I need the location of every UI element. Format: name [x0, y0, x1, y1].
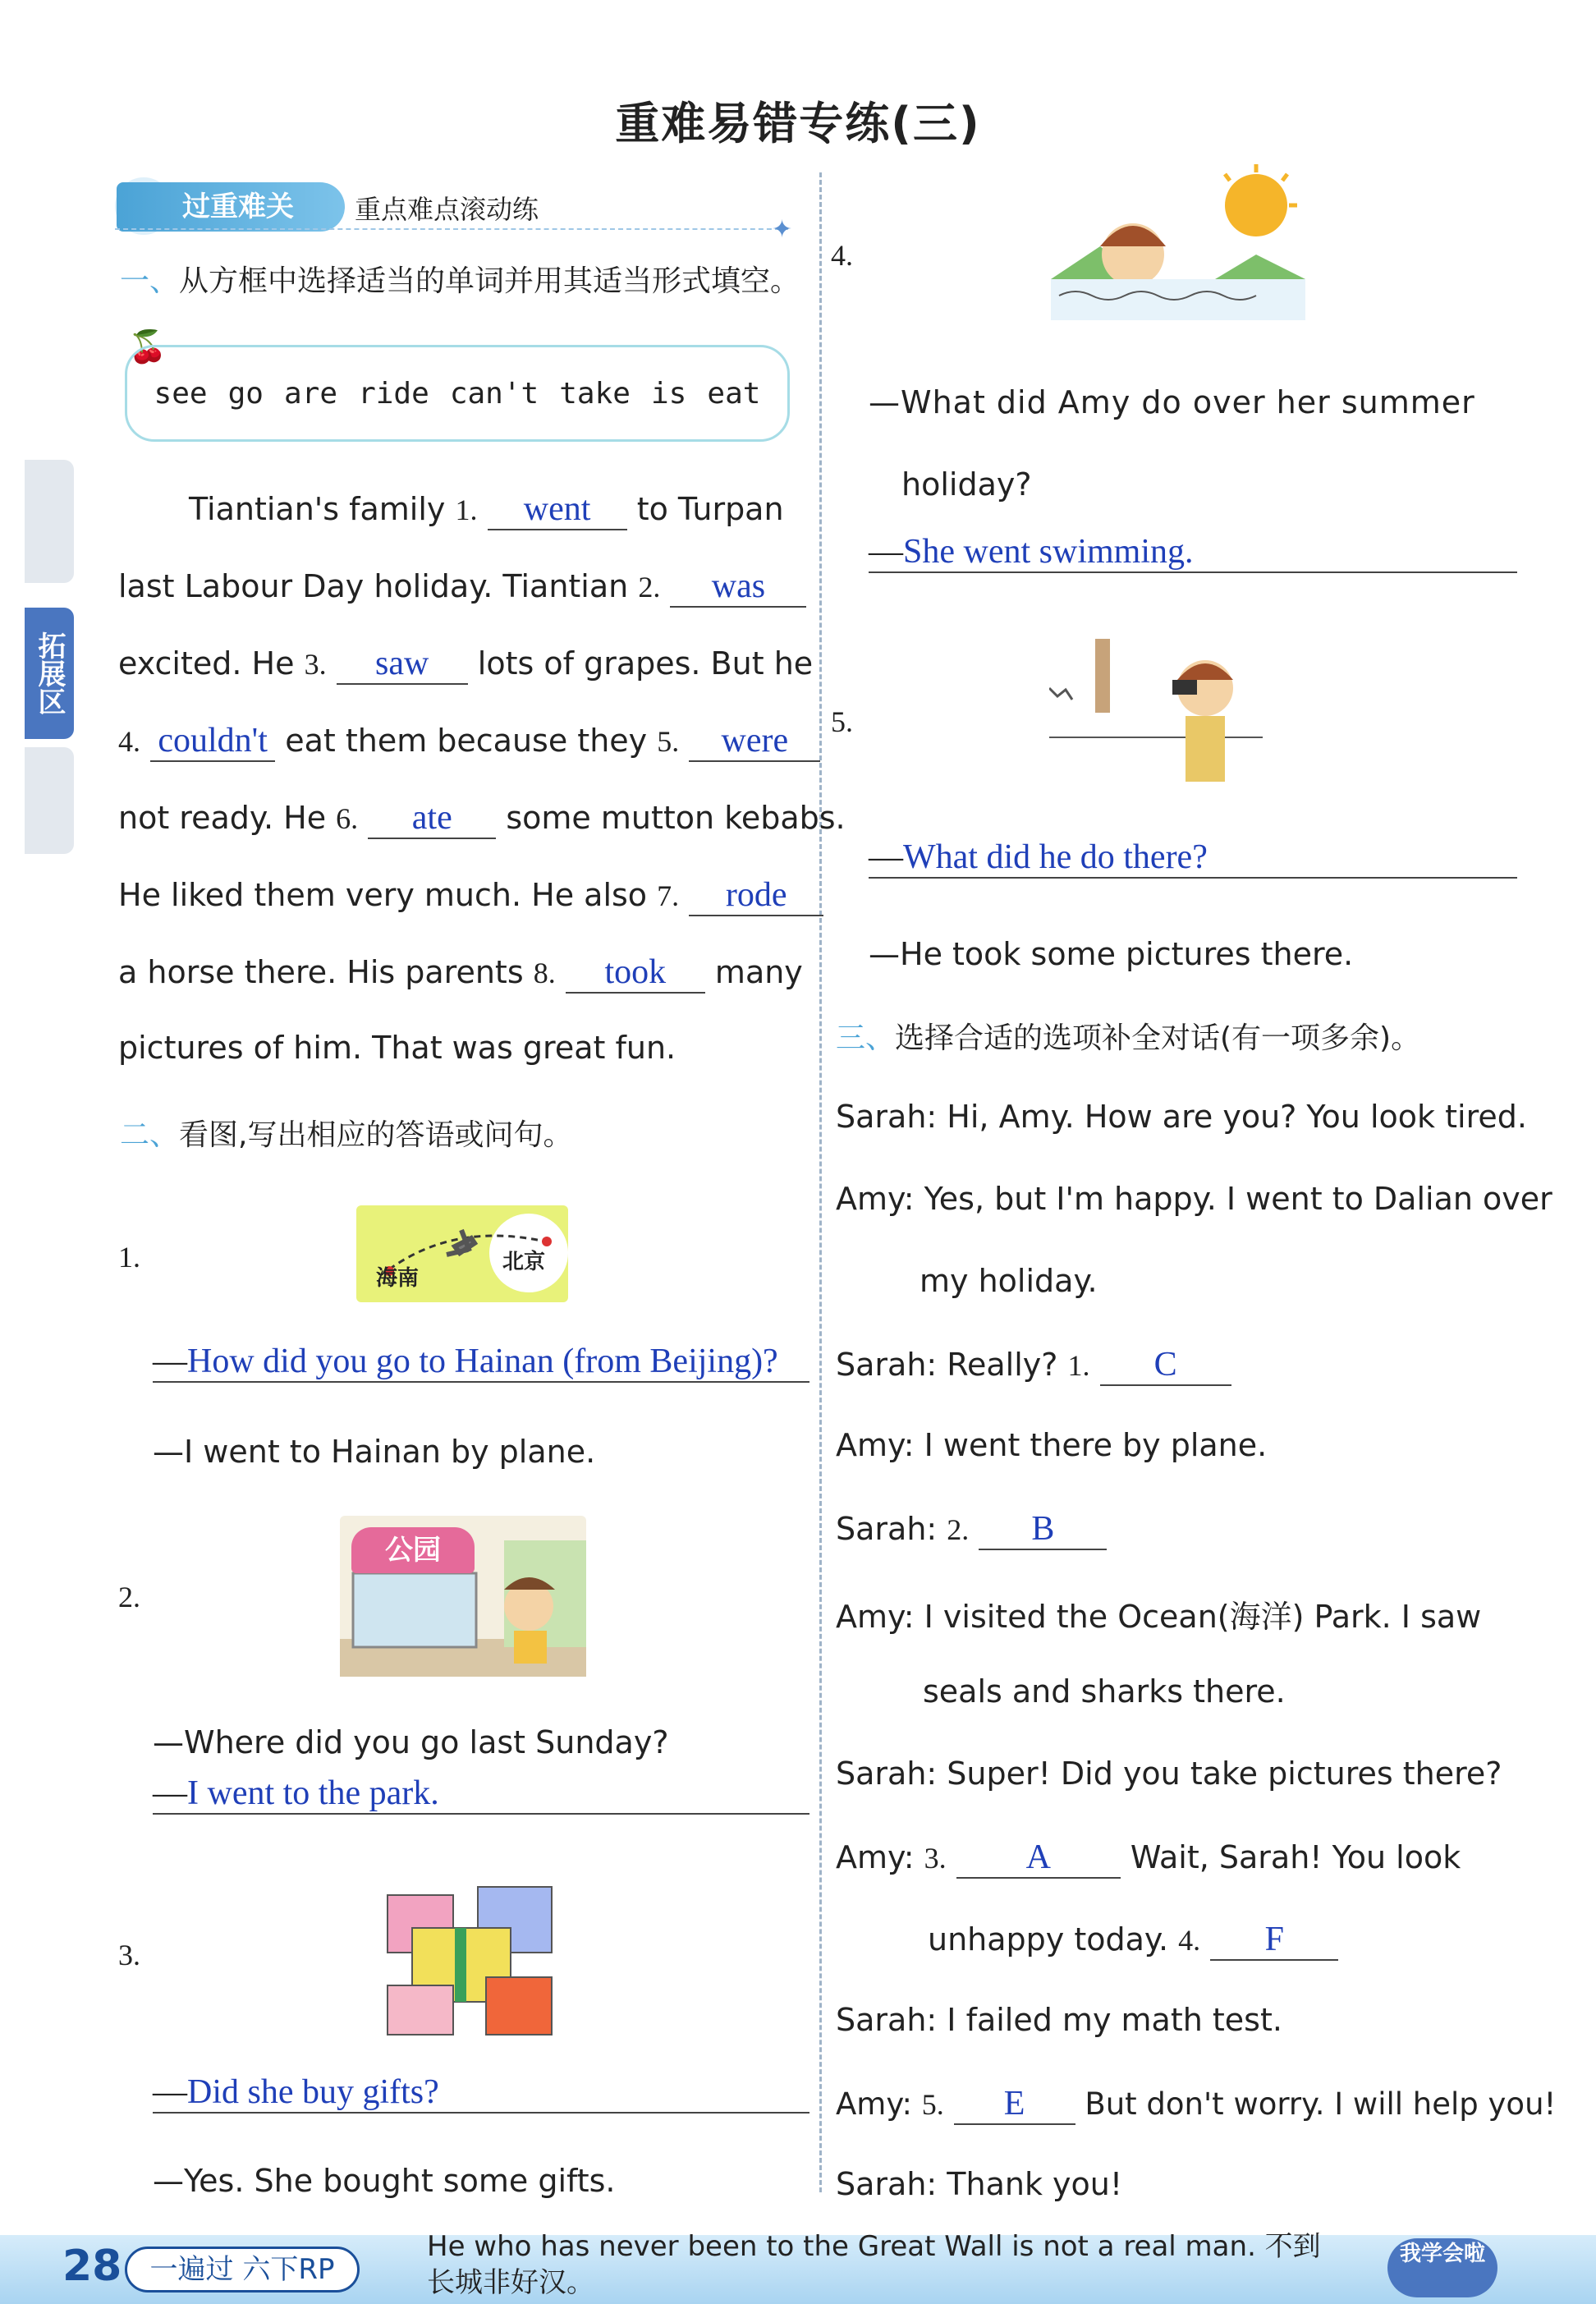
dialogue-line: Sarah: I failed my math test. — [836, 2002, 1282, 2038]
text: Sarah: Really? — [836, 1347, 1058, 1383]
answer: She went swimming. — [903, 533, 1194, 571]
dialogue-line: Sarah: Super! Did you take pictures there? — [836, 1756, 1502, 1792]
blank-number: 8. — [533, 957, 556, 989]
blank-number: 7. — [657, 879, 680, 912]
dialogue-line: my holiday. — [920, 1263, 1098, 1299]
blank-2[interactable] — [979, 1509, 1107, 1550]
passage-line-2 — [118, 567, 806, 608]
answer: How did you go to Hainan (from Beijing)? — [187, 1342, 778, 1380]
item-number: 3. — [118, 1939, 140, 1971]
blank-number: 2. — [947, 1513, 970, 1546]
gifts-picture — [379, 1870, 560, 2040]
text: lots of grapes. But he — [477, 645, 814, 682]
word: can't — [449, 376, 539, 411]
answer: rode — [725, 876, 787, 914]
answer: Did she buy gifts? — [187, 2073, 439, 2111]
blank-5[interactable] — [954, 2084, 1075, 2125]
logo-badge: 我学会啦 — [1387, 2238, 1497, 2297]
dialogue-line: seals and sharks there. — [923, 1673, 1286, 1710]
text: to Turpan — [636, 491, 784, 527]
section3-heading — [836, 1015, 1420, 1057]
text: Amy: — [836, 2086, 913, 2122]
answer: I went to the park. — [187, 1774, 439, 1812]
dialogue-line-blank-5 — [836, 2084, 1556, 2125]
section-banner: 过重难关 — [117, 182, 345, 232]
book-label: 一遍过 六下RP — [125, 2247, 360, 2293]
answer-line[interactable]: —What did he do there? — [869, 838, 1517, 879]
text: some mutton kebabs. — [506, 800, 846, 836]
section3-text: 选择合适的选项补全对话(有一项多余)。 — [895, 1021, 1421, 1055]
text: a horse there. His parents — [118, 954, 524, 990]
park-picture — [340, 1516, 586, 1677]
word: is — [651, 376, 687, 411]
side-tab-bottom — [25, 747, 74, 854]
word: eat — [707, 376, 761, 411]
item-number: 4. — [831, 239, 853, 272]
word: take — [559, 376, 631, 411]
page-number: 28 — [62, 2242, 122, 2291]
blank-number: 4. — [118, 725, 140, 758]
column-divider — [819, 172, 822, 2192]
dialogue-line: Sarah: Thank you! — [836, 2166, 1123, 2202]
given-line: —Where did you go last Sunday? — [153, 1724, 669, 1760]
section2-heading — [120, 1112, 572, 1154]
word-box — [125, 345, 790, 442]
item-number: 2. — [118, 1581, 140, 1613]
blank-7[interactable] — [689, 875, 823, 916]
passage-line-7 — [118, 952, 803, 994]
passage-line-1 — [189, 489, 784, 530]
section1-text: 从方框中选择适当的单词并用其适当形式填空。 — [179, 264, 800, 298]
blank-4[interactable] — [150, 721, 275, 762]
blank-3[interactable] — [956, 1838, 1121, 1879]
text: Amy: — [836, 1839, 915, 1875]
dialogue-line-blank-3 — [836, 1838, 1461, 1879]
given-line: —What did Amy do over her summer — [869, 384, 1475, 420]
blank-1[interactable] — [1100, 1345, 1231, 1386]
text: eat them because they — [285, 723, 648, 759]
given-line: —Yes. She bought some gifts. — [153, 2163, 616, 2199]
answer: E — [1003, 2085, 1025, 2123]
section1-heading — [120, 258, 800, 300]
item-number: 1. — [118, 1241, 140, 1274]
answer: F — [1264, 1921, 1284, 1958]
dialogue-line: Amy: I visited the Ocean(海洋) Park. I saw — [836, 1599, 1482, 1635]
footer-quote: He who has never been to the Great Wall is not a real man. 不到长城非好汉。 — [427, 2230, 1321, 2299]
answer: What did he do there? — [903, 838, 1208, 876]
answer: were — [721, 722, 789, 760]
text: excited. He — [118, 645, 295, 682]
section2-text: 看图,写出相应的答语或问句。 — [179, 1118, 573, 1152]
blank-6[interactable] — [368, 798, 496, 839]
cherry-icon: 🍒 — [128, 328, 167, 365]
banner-rule — [115, 228, 788, 230]
answer: A — [1025, 1838, 1051, 1876]
dialogue-line-blank-2 — [836, 1509, 1107, 1550]
answer: ate — [411, 799, 452, 837]
blank-number: 4. — [1178, 1924, 1201, 1957]
answer-line[interactable]: —How did you go to Hainan (from Beijing)? — [153, 1342, 809, 1383]
dialogue-line: Amy: I went there by plane. — [836, 1427, 1268, 1463]
text: Tiantian's family — [189, 491, 446, 527]
blank-number: 6. — [336, 802, 359, 835]
word: go — [227, 376, 264, 411]
blank-number: 3. — [304, 648, 327, 681]
swimming-picture — [1051, 164, 1305, 320]
passage-line-3 — [118, 644, 813, 685]
side-tab-active[interactable]: 拓展区 — [25, 608, 74, 739]
park-sign: 公园 — [351, 1527, 475, 1573]
answer: took — [604, 953, 667, 991]
blank-2[interactable] — [670, 567, 806, 608]
blank-5[interactable] — [689, 721, 820, 762]
text: Sarah: — [836, 1511, 938, 1547]
star-icon: ✦ — [772, 215, 793, 244]
text: He liked them very much. He also — [118, 877, 648, 913]
section1-num: 一、 — [120, 264, 180, 298]
text: unhappy today. — [928, 1921, 1169, 1957]
given-line: —He took some pictures there. — [869, 936, 1354, 972]
blank-number: 1. — [455, 493, 478, 526]
blank-number: 1. — [1067, 1349, 1090, 1382]
camera-picture — [1049, 639, 1264, 800]
blank-4[interactable] — [1210, 1920, 1338, 1961]
section3-num: 三、 — [836, 1021, 896, 1055]
text: Wait, Sarah! You look — [1130, 1839, 1461, 1875]
text: last Labour Day holiday. Tiantian — [118, 568, 629, 604]
word: see — [154, 376, 208, 411]
blank-number: 5. — [657, 725, 680, 758]
side-tab-top — [25, 460, 74, 583]
dialogue-line-blank-1 — [836, 1345, 1231, 1386]
answer: C — [1153, 1346, 1177, 1384]
answer: went — [523, 490, 591, 528]
passage-line-8: pictures of him. That was great fun. — [118, 1030, 676, 1066]
word: ride — [358, 376, 429, 411]
text: But don't worry. I will help you! — [1085, 2086, 1557, 2122]
answer: was — [711, 567, 766, 605]
given-line: —I went to Hainan by plane. — [153, 1434, 596, 1470]
banner-subtitle: 重点难点滚动练 — [355, 194, 539, 225]
blank-1[interactable] — [488, 489, 627, 530]
answer: saw — [375, 645, 429, 682]
dialogue-line: Sarah: Hi, Amy. How are you? You look tired. — [836, 1099, 1527, 1135]
text: not ready. He — [118, 800, 327, 836]
blank-number: 2. — [638, 571, 661, 604]
text: many — [714, 954, 803, 990]
blank-number: 3. — [924, 1842, 947, 1875]
passage-line-6 — [118, 875, 823, 916]
blank-3[interactable] — [337, 644, 468, 685]
answer: couldn't — [158, 722, 268, 760]
map-picture — [356, 1205, 568, 1302]
map-label-left: 海南 — [376, 1266, 420, 1291]
blank-number: 5. — [921, 2088, 944, 2121]
answer-line[interactable]: —Did she buy gifts? — [153, 2072, 809, 2114]
dialogue-line-blank-4 — [928, 1920, 1338, 1961]
dialogue-line: Amy: Yes, but I'm happy. I went to Dalian over — [836, 1181, 1552, 1217]
passage-line-4 — [118, 721, 820, 762]
section2-num: 二、 — [120, 1118, 180, 1152]
given-line: holiday? — [901, 466, 1032, 503]
page-title: 重难易错专练(三) — [615, 98, 981, 149]
map-label-right: 北京 — [502, 1250, 546, 1274]
item-number: 5. — [831, 705, 853, 738]
passage-line-5 — [118, 798, 846, 839]
blank-8[interactable] — [566, 952, 705, 994]
answer: B — [1031, 1510, 1055, 1548]
answer-line[interactable]: —She went swimming. — [869, 532, 1517, 573]
word: are — [284, 376, 338, 411]
answer-line[interactable]: —I went to the park. — [153, 1774, 809, 1815]
